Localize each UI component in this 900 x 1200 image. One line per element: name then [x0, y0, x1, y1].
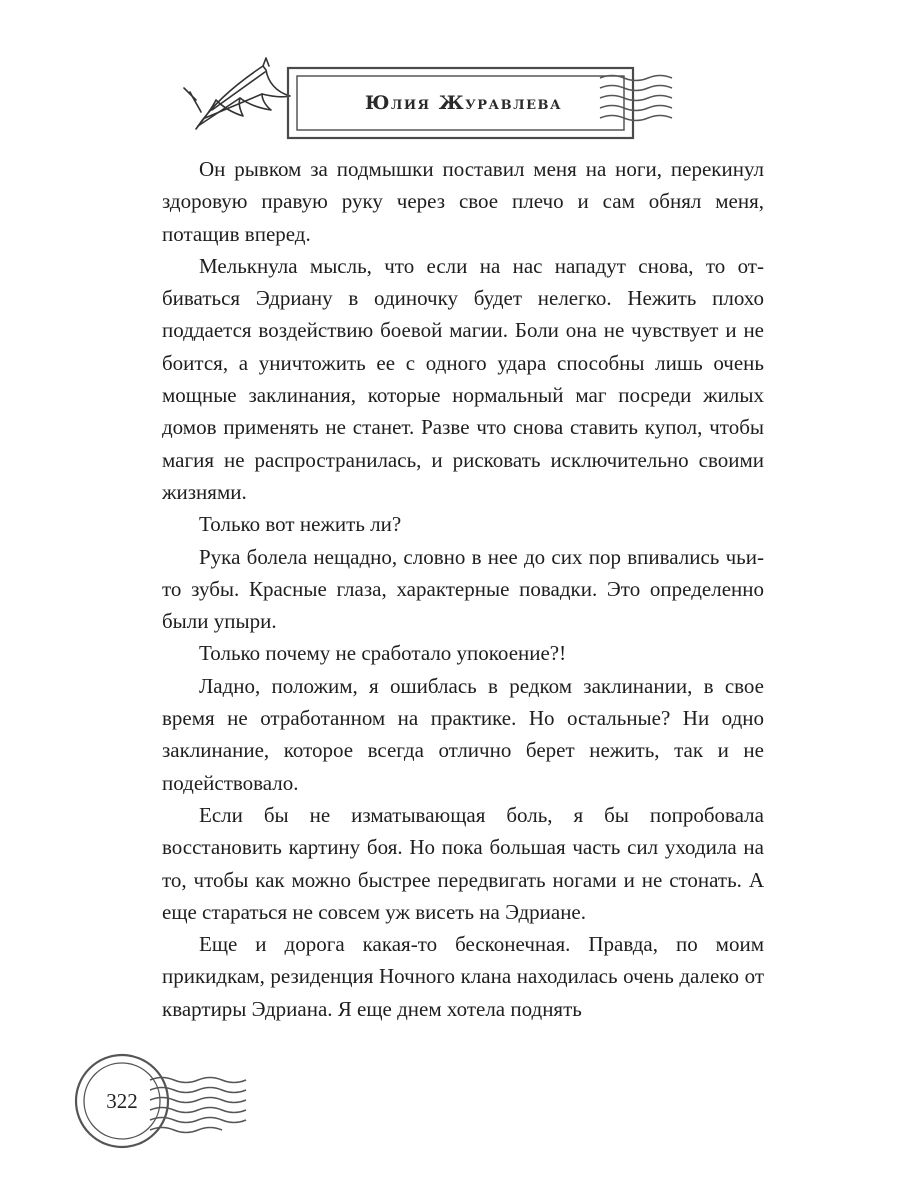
running-header [0, 0, 900, 160]
page-text [162, 153, 764, 1025]
author-name: Юлия Журавлева [364, 92, 563, 114]
paragraph: Он рывком за подмышки поставил меня на ноги, перекинул здоровую правую руку через свое плечо и сам обнял меня, потащив вперед. [162, 157, 764, 246]
bat-wing-icon [184, 58, 290, 129]
paragraph: Если бы не изматывающая боль, я бы попробовала восстановить картину боя. Но пока большая часть сил уходила на то, чтобы как можно быстрее передвигать ногами и не стонать. А еще стараться не совсем уж висеть на Эдриане. [162, 802, 764, 924]
paragraph: Ладно, положим, я ошиблась в редком заклинании, в свое время не отработанном на практике. Но остальные? Ни одно заклинание, которое всегда отлично берет нежить, так и не подействовало. [162, 673, 764, 795]
paragraph: Рука болела нещадно, словно в нее до сих пор впивались чьи-то зубы. Красные глаза, характерные повадки. Это определенно были упыри. [162, 544, 764, 634]
paragraph: Мелькнула мысль, что если на нас нападут снова, то отбиваться Эдриану в одиночку будет нелегко. Нежить плохо поддается воздействию боевой магии. Боли она не чувствует и не боится, а уничтожить ее с одного удара способны лишь очень мощные заклинания, которые нормальный маг посреди жилых домов применять не станет. Разве что снова ставить купол, чтобы магия не распространилась, и рисковать исключительно своими жизнями. [162, 253, 764, 504]
paragraph: Еще и дорога какая-то бесконечная. Правда, по моим прикидкам, резиденция Ночного клана находилась очень далеко от квартиры Эдриана. Я еще днем хотела поднять [162, 932, 764, 1021]
page-number-stamp [0, 1040, 260, 1200]
paragraph: Только почему не сработало упокоение?! [199, 641, 567, 666]
page-number: 322 [106, 1088, 138, 1113]
round-postmark-icon [0, 1040, 260, 1200]
paragraph: Только вот нежить ли? [199, 512, 402, 537]
